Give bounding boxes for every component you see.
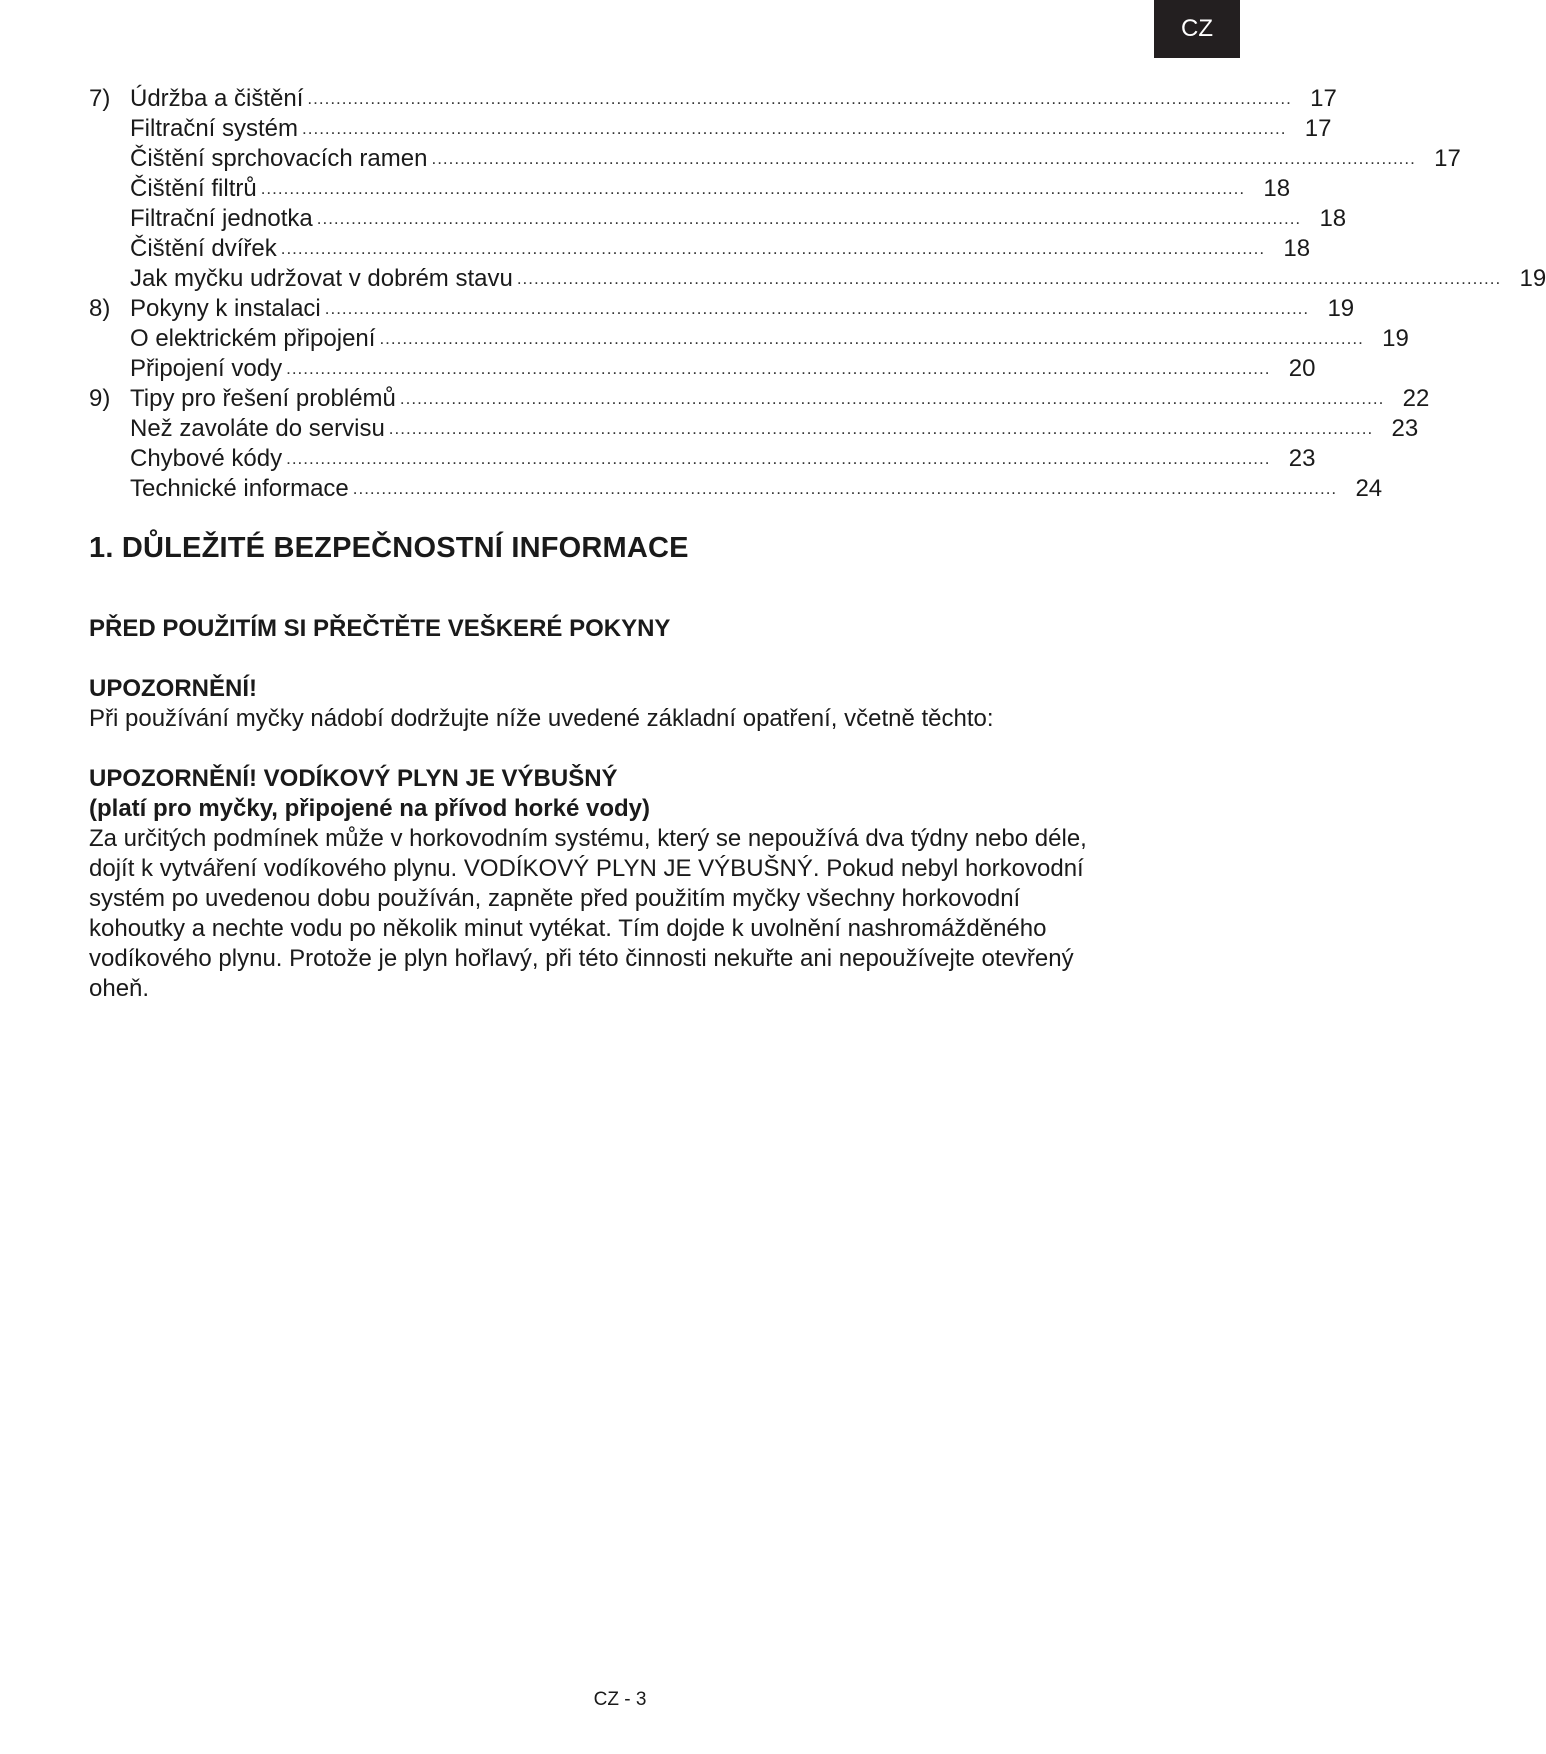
toc-entry-label: Čištění filtrů bbox=[130, 175, 257, 202]
toc-chapter-number bbox=[89, 354, 130, 384]
toc-chapter-number: 9) bbox=[89, 385, 111, 412]
instructions-subheading: PŘED POUŽITÍM SI PŘEČTĚTE VEŠKERÉ POKYNY bbox=[89, 615, 671, 642]
toc-chapter-number bbox=[89, 444, 130, 474]
warning-heading: UPOZORNĚNÍ! VODÍKOVÝ PLYN JE VÝBUŠNÝ bbox=[89, 765, 618, 792]
toc-leader-dots: ............................................................................................................................................................................ bbox=[316, 209, 1302, 228]
toc-entry-label: Filtrační systém bbox=[130, 115, 299, 142]
toc-page-number: 20 bbox=[1288, 355, 1316, 382]
toc-entry[interactable] bbox=[89, 444, 1316, 474]
warning-text-line: kohoutky a nechte vodu po několik minut vytékat. Tím dojde k uvolnění nashromážděného bbox=[89, 915, 1047, 942]
toc-entry[interactable] bbox=[89, 384, 1430, 414]
toc-chapter-number bbox=[89, 174, 130, 204]
toc-leader-dots: ............................................................................................................................................................................ bbox=[379, 329, 1364, 348]
toc-chapter-number bbox=[89, 144, 130, 174]
toc-page-number: 24 bbox=[1355, 475, 1383, 502]
section-title: 1. DŮLEŽITÉ BEZPEČNOSTNÍ INFORMACE bbox=[89, 532, 689, 564]
warning-text-line: vodíkového plynu. Protože je plyn hořlavý, při této činnosti nekuřte ani nepoužívejte otevřený bbox=[89, 945, 1074, 972]
toc-chapter-number bbox=[89, 114, 130, 144]
toc-chapter-number: 7) bbox=[89, 85, 111, 112]
toc-entry[interactable] bbox=[89, 354, 1316, 384]
warning-text-line: dojít k vytváření vodíkového plynu. VODÍKOVÝ PLYN JE VÝBUŠNÝ. Pokud nebyl horkovodní bbox=[89, 855, 1084, 882]
toc-entry-label: O elektrickém připojení bbox=[130, 325, 376, 352]
toc-entry-label: Jak myčku udržovat v dobrém stavu bbox=[130, 265, 513, 292]
toc-leader-dots: ............................................................................................................................................................................ bbox=[516, 269, 1502, 288]
toc-page-number: 18 bbox=[1263, 175, 1291, 202]
toc-page-number: 17 bbox=[1434, 145, 1461, 172]
warning-hydrogen bbox=[89, 764, 1129, 1004]
toc-leader-dots: ............................................................................................................................................................................ bbox=[431, 149, 1416, 168]
toc-entry[interactable] bbox=[89, 474, 1383, 504]
warning-general bbox=[89, 674, 1129, 734]
toc-entry-label: Údržba a čištění bbox=[130, 85, 304, 112]
toc-entry-label: Než zavoláte do servisu bbox=[130, 415, 385, 442]
toc-entry[interactable] bbox=[89, 324, 1409, 354]
toc-entry-label: Čištění sprchovacích ramen bbox=[130, 145, 428, 172]
toc-page-number: 19 bbox=[1327, 295, 1355, 322]
toc-page-number: 17 bbox=[1310, 85, 1337, 112]
table-of-contents bbox=[89, 84, 1546, 504]
toc-page-number: 18 bbox=[1319, 205, 1347, 232]
warning-text-line: Za určitých podmínek může v horkovodním systému, který se nepoužívá dva týdny nebo déle, bbox=[89, 825, 1087, 852]
toc-entry[interactable] bbox=[89, 234, 1311, 264]
toc-chapter-number bbox=[89, 474, 130, 504]
toc-page-number: 19 bbox=[1519, 265, 1546, 292]
toc-leader-dots: ............................................................................................................................................................................ bbox=[260, 179, 1246, 198]
toc-chapter-number: 8) bbox=[89, 295, 111, 322]
toc-entry[interactable] bbox=[89, 84, 1337, 114]
toc-entry[interactable] bbox=[89, 294, 1355, 324]
toc-entry-label: Tipy pro řešení problémů bbox=[130, 385, 396, 412]
toc-page-number: 18 bbox=[1283, 235, 1311, 262]
toc-leader-dots: ............................................................................................................................................................................ bbox=[286, 449, 1271, 468]
toc-leader-dots: ............................................................................................................................................................................ bbox=[302, 119, 1287, 138]
toc-leader-dots: ............................................................................................................................................................................ bbox=[307, 89, 1292, 108]
toc-entry-label: Připojení vody bbox=[130, 355, 283, 382]
warning-text-line: oheň. bbox=[89, 975, 150, 1002]
toc-chapter-number bbox=[89, 264, 130, 294]
toc-entry[interactable] bbox=[89, 114, 1332, 144]
toc-page-number: 23 bbox=[1288, 445, 1316, 472]
page-number: CZ - 3 bbox=[593, 1689, 647, 1710]
toc-page-number: 23 bbox=[1391, 415, 1419, 442]
toc-entry-label: Filtrační jednotka bbox=[130, 205, 313, 232]
toc-entry-label: Čištění dvířek bbox=[130, 235, 277, 262]
language-tab: CZ bbox=[1154, 0, 1240, 58]
toc-chapter-number bbox=[89, 324, 130, 354]
toc-leader-dots: ............................................................................................................................................................................ bbox=[388, 419, 1374, 438]
toc-entry-label: Technické informace bbox=[130, 475, 349, 502]
warning-heading: UPOZORNĚNÍ! bbox=[89, 675, 257, 702]
toc-entry[interactable] bbox=[89, 174, 1291, 204]
warning-text-line: systém po uvedenou dobu používán, zapněte před použitím myčky všechny horkovodní bbox=[89, 885, 1021, 912]
toc-leader-dots: ............................................................................................................................................................................ bbox=[352, 479, 1338, 498]
toc-entry[interactable] bbox=[89, 264, 1546, 294]
toc-leader-dots: ............................................................................................................................................................................ bbox=[286, 359, 1271, 378]
warning-text: Při používání myčky nádobí dodržujte níže uvedené základní opatření, včetně těchto: bbox=[89, 705, 994, 732]
toc-entry[interactable] bbox=[89, 144, 1461, 174]
toc-leader-dots: ............................................................................................................................................................................ bbox=[324, 299, 1310, 318]
toc-leader-dots: ............................................................................................................................................................................ bbox=[399, 389, 1385, 408]
warning-subheading: (platí pro myčky, připojené na přívod horké vody) bbox=[89, 795, 650, 822]
toc-entry[interactable] bbox=[89, 204, 1347, 234]
toc-chapter-number bbox=[89, 234, 130, 264]
toc-chapter-number bbox=[89, 204, 130, 234]
toc-entry-label: Pokyny k instalaci bbox=[130, 295, 321, 322]
toc-page-number: 22 bbox=[1402, 385, 1430, 412]
toc-page-number: 19 bbox=[1382, 325, 1409, 352]
toc-entry-label: Chybové kódy bbox=[130, 445, 283, 472]
toc-entry[interactable] bbox=[89, 414, 1419, 444]
toc-page-number: 17 bbox=[1304, 115, 1332, 142]
toc-chapter-number bbox=[89, 414, 130, 444]
toc-leader-dots: ............................................................................................................................................................................ bbox=[280, 239, 1266, 258]
